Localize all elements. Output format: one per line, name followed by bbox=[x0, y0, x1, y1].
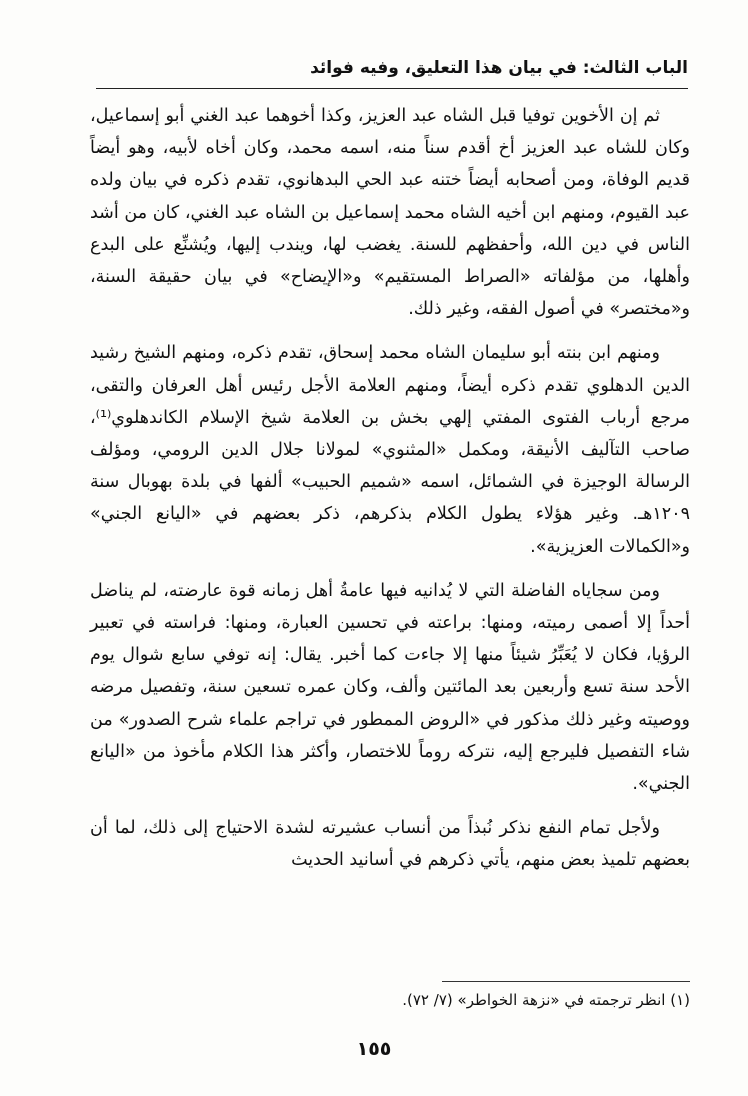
page-number: ١٥٥ bbox=[356, 1038, 392, 1060]
header-rule bbox=[96, 88, 688, 89]
footnote-1: (١) انظر ترجمته في «نزهة الخواطر» (٧/ ٧٢). bbox=[402, 991, 690, 1009]
running-header-title: الباب الثالث: في بيان هذا التعليق، وفيه فوائد bbox=[310, 58, 688, 78]
footnote-rule bbox=[442, 981, 690, 982]
paragraph-2: ومنهم ابن بنته أبو سليمان الشاه محمد إسحاق، تقدم ذكره، ومنهم الشيخ رشيد الدين الدهلوي تقدم ذكره أيضاً، ومنهم العلامة الأجل رئيس أهل العرفان والتقى، مرجع أرباب الفتوى المفتي إلهي بخش بن العلامة شيخ الإسلام الكاندهلوي⁽¹⁾، صاحب التآليف الأنيقة، ومكمل «المثنوي» لمولانا جلال الدين الرومي، ومؤلف الرسالة الوجيزة في الشمائل، اسمه «شميم الحبيب» ألفها في بلدة بهوبال سنة ١٢٠٩هـ. وغير هؤلاء يطول الكلام بذكرهم، ذكر بعضهم في «اليانع الجني» و«الكمالات العزيزية». bbox=[90, 343, 690, 557]
paragraph-1: ثم إن الأخوين توفيا قبل الشاه عبد العزيز، وكذا أخوهما عبد الغني أبو إسماعيل، وكان للشاه عبد العزيز أخ أقدم سناً منه، اسمه محمد، وكان أخاه لأبيه، وهو أيضاً قديم الوفاة، ومن أصحابه أيضاً ختنه عبد الحي البدهانوي، تقدم ذكره في بيان ولده عبد القيوم، ومنهم ابن أخيه الشاه محمد إسماعيل بن الشاه عبد الغني، كان من أشد الناس في دين الله، وأحفظهم للسنة. يغضب لها، ويندب إليها، ويُشنِّع على البدع وأهلها، من مؤلفاته «الصراط المستقيم» و«الإيضاح» في بيان حقيقة السنة، و«مختصر» في أصول الفقه، وغير ذلك. bbox=[90, 106, 690, 320]
main-text bbox=[90, 100, 690, 889]
paragraph-3: ومن سجاياه الفاضلة التي لا يُدانيه فيها عامةُ أهل زمانه قوة عارضته، لم يناضل أحداً إلا أصمى رميته، ومنها: براعته في تحسين العبارة، ومنها: فراسته في تعبير الرؤيا، فكان لا يُعَبِّرُ شيئاً منها إلا جاءت كما أخبر. يقال: إنه توفي سابع شوال يوم الأحد سنة تسع وأربعين بعد المائتين وألف، وكان عمره تسعين سنة، وتفصيل مرضه ووصيته وغير ذلك مذكور في «الروض الممطور في تراجم علماء شرح الصدور» من شاء التفصيل فليرجع إليه، نتركه روماً للاختصار، وأكثر هذا الكلام مأخوذ من «اليانع الجني». bbox=[90, 580, 690, 795]
paragraph-4: ولأجل تمام النفع نذكر نُبذاً من أنساب عشيرته لشدة الاحتياج إلى ذلك، لما أن بعضهم تلميذ بعض منهم، يأتي ذكرهم في أسانيد الحديث bbox=[90, 818, 690, 871]
